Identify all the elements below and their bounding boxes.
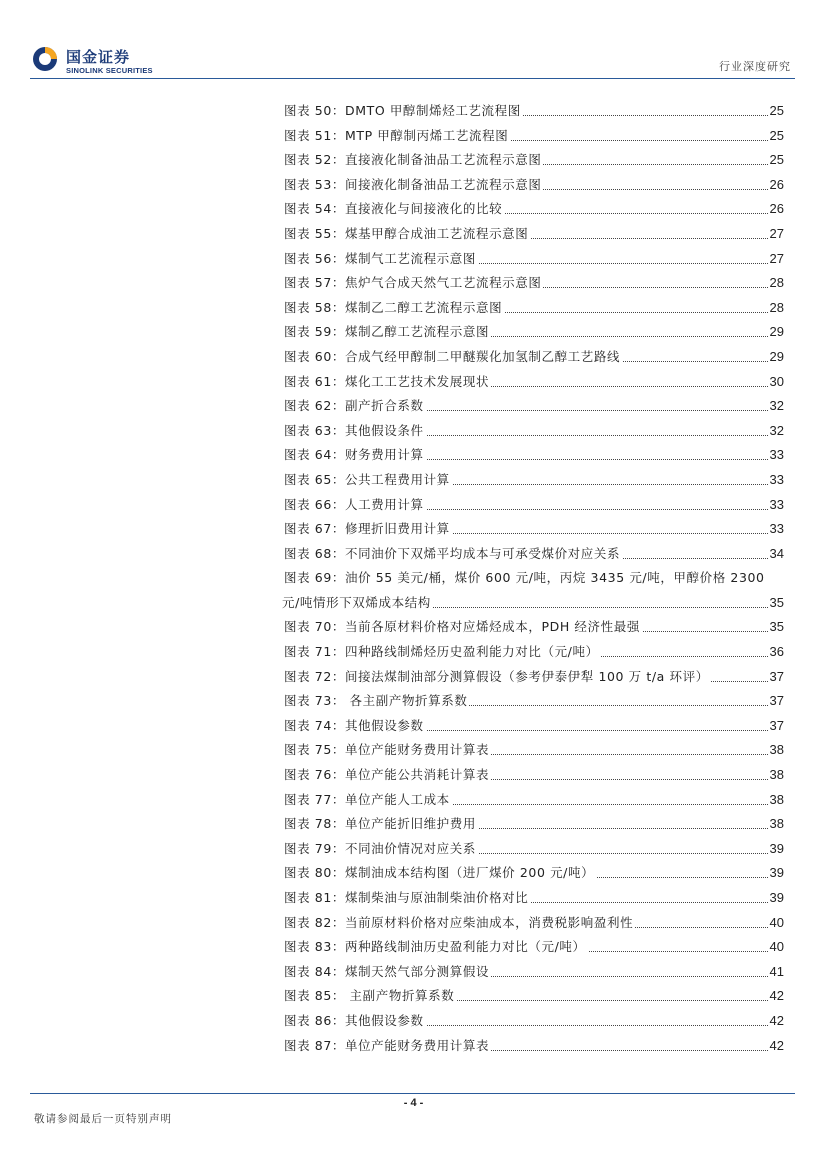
toc-entry-page: 39 <box>768 886 784 911</box>
toc-entry-title: 图表 85： 主副产物折算系数 <box>284 984 456 1009</box>
toc-entry[interactable] <box>284 615 784 640</box>
toc-entry[interactable] <box>284 493 784 518</box>
toc-entry[interactable] <box>284 763 784 788</box>
page-number: - 4 - <box>403 1097 424 1109</box>
page-header <box>30 42 795 82</box>
toc-entry[interactable] <box>284 320 784 345</box>
toc-entry[interactable] <box>284 861 784 886</box>
toc-entry[interactable] <box>284 99 784 124</box>
toc-entry-page: 38 <box>768 763 784 788</box>
toc-entry-title: 图表 77：单位产能人工成本 <box>284 788 452 813</box>
toc-entry-title: 元/吨情形下双烯成本结构 <box>282 591 433 616</box>
toc-entry-page: 33 <box>768 517 784 542</box>
toc-entry-page: 38 <box>768 738 784 763</box>
logo-chinese-name: 国金证券 <box>66 48 131 66</box>
toc-entry-page: 29 <box>768 345 784 370</box>
toc-entry[interactable] <box>284 640 784 665</box>
toc-entry-title: 图表 80：煤制油成本结构图（进厂煤价 200 元/吨） <box>284 861 596 886</box>
toc-entry-title: 图表 62：副产折合系数 <box>284 394 426 419</box>
toc-entry-page: 25 <box>768 148 784 173</box>
toc-entry[interactable] <box>284 124 784 149</box>
toc-entry-title: 图表 86：其他假设参数 <box>284 1009 426 1034</box>
toc-entry[interactable] <box>284 271 784 296</box>
toc-entry[interactable] <box>284 148 784 173</box>
toc-entry-title: 图表 79：不同油价情况对应关系 <box>284 837 478 862</box>
toc-entry-page: 25 <box>768 99 784 124</box>
toc-entry[interactable] <box>284 960 784 985</box>
toc-entry-page: 26 <box>768 173 784 198</box>
toc-entry-title: 图表 81：煤制柴油与原油制柴油价格对比 <box>284 886 530 911</box>
toc-entry[interactable] <box>284 689 784 714</box>
toc-entry-title: 图表 60：合成气经甲醇制二甲醚羰化加氢制乙醇工艺路线 <box>284 345 622 370</box>
toc-entry[interactable] <box>284 566 784 591</box>
toc-entry-page: 42 <box>768 984 784 1009</box>
toc-entry-title: 图表 59：煤制乙醇工艺流程示意图 <box>284 320 491 345</box>
toc-entry-page: 38 <box>768 812 784 837</box>
toc-entry-title: 图表 65：公共工程费用计算 <box>284 468 452 493</box>
toc-entry[interactable] <box>284 345 784 370</box>
toc-entry-title: 图表 61：煤化工工艺技术发展现状 <box>284 370 491 395</box>
toc-entry-page: 27 <box>768 222 784 247</box>
toc-entry-page: 30 <box>768 370 784 395</box>
toc-entry[interactable] <box>284 296 784 321</box>
toc-entry-page: 40 <box>768 935 784 960</box>
toc-entry[interactable] <box>284 984 784 1009</box>
toc-entry[interactable] <box>284 173 784 198</box>
toc-entry[interactable] <box>284 714 784 739</box>
toc-entry[interactable] <box>284 935 784 960</box>
toc-entry-title: 图表 67：修理折旧费用计算 <box>284 517 452 542</box>
toc-entry-page: 42 <box>768 1034 784 1059</box>
toc-entry-title: 图表 69：油价 55 美元/桶，煤价 600 元/吨，丙烷 3435 元/吨，甲醇价格 2300 <box>284 566 767 591</box>
disclaimer-text: 敬请参阅最后一页特别声明 <box>34 1113 172 1125</box>
toc-entry[interactable] <box>284 197 784 222</box>
toc-entry[interactable] <box>284 886 784 911</box>
toc-entry-title: 图表 73： 各主副产物折算系数 <box>284 689 469 714</box>
sinolink-logo-icon <box>32 46 58 72</box>
toc-entry[interactable] <box>284 591 784 616</box>
toc-entry-page: 39 <box>768 837 784 862</box>
toc-entry[interactable] <box>284 665 784 690</box>
toc-entry-page: 25 <box>768 124 784 149</box>
toc-entry-title: 图表 54：直接液化与间接液化的比较 <box>284 197 504 222</box>
toc-entry-page: 27 <box>768 247 784 272</box>
toc-entry-page: 39 <box>768 861 784 886</box>
toc-entry[interactable] <box>284 419 784 444</box>
toc-entry-page: 33 <box>768 493 784 518</box>
toc-entry-title: 图表 53：间接液化制备油品工艺流程示意图 <box>284 173 543 198</box>
toc-entry-page: 37 <box>768 714 784 739</box>
toc-entry-page: 33 <box>768 468 784 493</box>
toc-entry-page: 32 <box>768 394 784 419</box>
toc-entry-title: 图表 52：直接液化制备油品工艺流程示意图 <box>284 148 543 173</box>
toc-entry[interactable] <box>284 1034 784 1059</box>
toc-entry-title: 图表 83：两种路线制油历史盈利能力对比（元/吨） <box>284 935 588 960</box>
toc-entry[interactable] <box>284 247 784 272</box>
toc-entry-title: 图表 56：煤制气工艺流程示意图 <box>284 247 478 272</box>
toc-entry-title: 图表 82：当前原材料价格对应柴油成本，消费税影响盈利性 <box>284 911 635 936</box>
header-divider <box>30 78 795 79</box>
toc-entry-title: 图表 58：煤制乙二醇工艺流程示意图 <box>284 296 504 321</box>
toc-entry[interactable] <box>284 1009 784 1034</box>
company-logo <box>30 42 210 80</box>
toc-entry-title: 图表 71：四种路线制烯烃历史盈利能力对比（元/吨） <box>284 640 601 665</box>
toc-entry-page: 35 <box>768 591 784 616</box>
toc-entry[interactable] <box>284 542 784 567</box>
toc-entry[interactable] <box>284 443 784 468</box>
toc-entry-page: 32 <box>768 419 784 444</box>
toc-entry-page: 37 <box>768 689 784 714</box>
toc-entry-page: 29 <box>768 320 784 345</box>
toc-entry-page: 36 <box>768 640 784 665</box>
toc-entry-page: 37 <box>768 665 784 690</box>
toc-entry-page: 26 <box>768 197 784 222</box>
toc-entry[interactable] <box>284 517 784 542</box>
toc-entry-title: 图表 87：单位产能财务费用计算表 <box>284 1034 491 1059</box>
logo-english-name: SINOLINK SECURITIES <box>66 66 153 75</box>
toc-entry-title: 图表 70：当前各原材料价格对应烯烃成本，PDH 经济性最强 <box>284 615 642 640</box>
toc-entry-page: 35 <box>768 615 784 640</box>
toc-entry-page: 40 <box>768 911 784 936</box>
toc-entry-title: 图表 63：其他假设条件 <box>284 419 426 444</box>
toc-entry-title: 图表 75：单位产能财务费用计算表 <box>284 738 491 763</box>
toc-entry-title: 图表 74：其他假设参数 <box>284 714 426 739</box>
footer-divider <box>30 1093 795 1094</box>
toc-entry[interactable] <box>284 837 784 862</box>
toc-entry[interactable] <box>284 911 784 936</box>
toc-entry[interactable] <box>284 394 784 419</box>
toc-entry[interactable] <box>284 812 784 837</box>
toc-entry-title: 图表 50：DMTO 甲醇制烯烃工艺流程图 <box>284 99 523 124</box>
toc-entry-title: 图表 57：焦炉气合成天然气工艺流程示意图 <box>284 271 543 296</box>
toc-entry-title: 图表 78：单位产能折旧维护费用 <box>284 812 478 837</box>
toc-entry[interactable] <box>284 468 784 493</box>
toc-entry-page: 41 <box>768 960 784 985</box>
toc-entry-title: 图表 51：MTP 甲醇制丙烯工艺流程图 <box>284 124 510 149</box>
toc-entry-page: 28 <box>768 271 784 296</box>
toc-entry[interactable] <box>284 738 784 763</box>
toc-entry-page: 34 <box>768 542 784 567</box>
toc-entry[interactable] <box>284 222 784 247</box>
toc-entry-title: 图表 66：人工费用计算 <box>284 493 426 518</box>
toc-entry[interactable] <box>284 788 784 813</box>
toc-entry-title: 图表 68：不同油价下双烯平均成本与可承受煤价对应关系 <box>284 542 622 567</box>
toc-entry[interactable] <box>284 370 784 395</box>
toc-entry-page: 42 <box>768 1009 784 1034</box>
toc-entry-title: 图表 84：煤制天然气部分测算假设 <box>284 960 491 985</box>
toc-entry-page: 28 <box>768 296 784 321</box>
toc-entry-title: 图表 76：单位产能公共消耗计算表 <box>284 763 491 788</box>
toc-entry-page: 38 <box>768 788 784 813</box>
toc-entry-title: 图表 55：煤基甲醇合成油工艺流程示意图 <box>284 222 530 247</box>
report-type: 行业深度研究 <box>719 60 791 73</box>
toc-entry-title: 图表 64：财务费用计算 <box>284 443 426 468</box>
toc-entry-title: 图表 72：间接法煤制油部分测算假设（参考伊泰伊犁 100 万 t/a 环评） <box>284 665 711 690</box>
table-of-figures <box>284 99 784 1058</box>
toc-entry-page: 33 <box>768 443 784 468</box>
